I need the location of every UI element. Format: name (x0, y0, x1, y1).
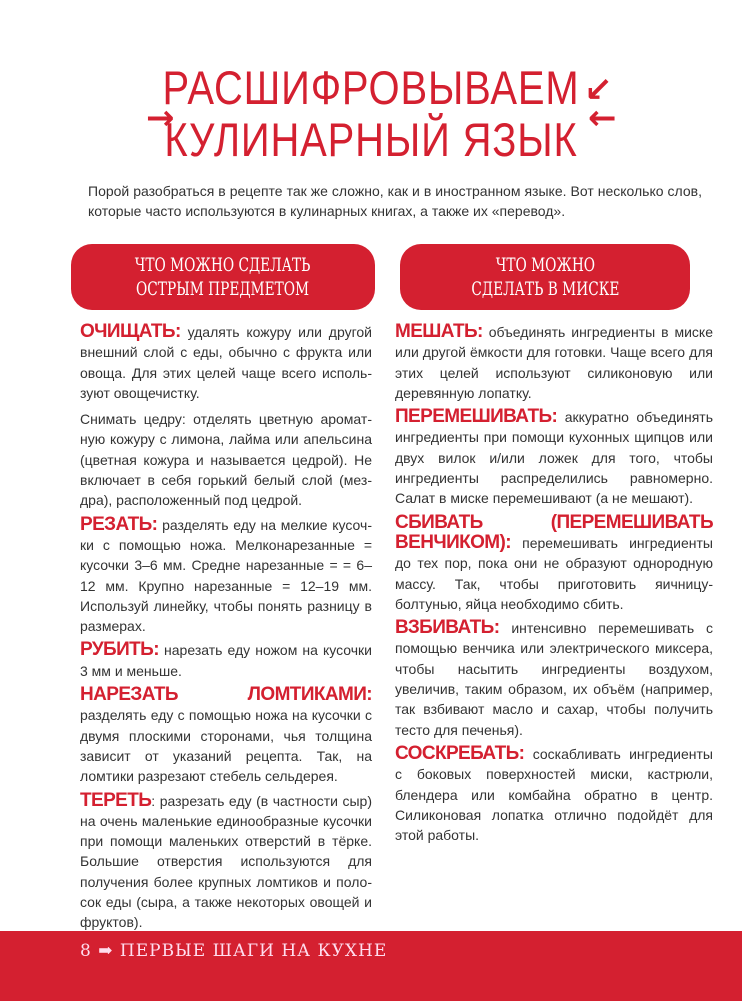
definition: удалять кожуру или другой внешний слой с еды, обычно с фрукта или овоща. Для этих целей чаще всего используют овощечистку. (80, 324, 372, 401)
right-column (395, 322, 713, 849)
banner-line-2: СДЕЛАТЬ В МИСКЕ (471, 278, 619, 300)
definition-entry (80, 791, 372, 933)
arrow-right-icon: → (146, 98, 175, 138)
definition: соскабливать ингредиенты с боковых поверхностей миски, кастрюли, блендера или комбайна обратно в центр. Силиконовая лопатка отлично подойдёт для этой работы. (395, 745, 713, 844)
definition-entry (80, 640, 372, 681)
definition: Снимать цедру: отделять цветную ароматную кожуру с лимона, лайма или апельсина (цветная кожура и называется цедрой). Не включает в себя горький белый слой (мездра), расположенный под цедрой. (80, 411, 372, 509)
definition: перемешивать ингредиенты до тех пор, пока они не образуют однородную массу. Так, чтобы приготовить яичницу-болтунью, яйца необходимо сбить. (395, 534, 713, 612)
definition: разделять еду на мелкие кусочки с помощью ножа. Мелконарезанные = кусочки 3–6 мм. Средне нарезанные = = 6–12 мм. Крупно нарезанные = 12–19 мм. Используй линейку, чтобы понять разницу в размерах. (80, 516, 372, 635)
definition-entry (395, 322, 713, 403)
definition-entry (395, 618, 713, 740)
banner-line-1: ЧТО МОЖНО СДЕЛАТЬ (135, 254, 311, 276)
definition-entry (80, 409, 372, 510)
definition-entry (395, 513, 713, 614)
banner-sharp-tools (74, 247, 372, 307)
definition: аккуратно объединять ингредиенты при помощи кухонных щипцов или двух вилок и/или ложек для того, чтобы ингредиенты распределились равномерно. Салат в миске перемешивают (а не мешают). (395, 409, 714, 507)
term: СОСКРЕБАТЬ: (395, 742, 525, 764)
definition: : разрезать еду (в частности сыр) на очень маленькие единообразные кусочки при помощи маленьких отверстий в тёрке. Большие отверстия используются для получения более крупных ломтиков и полосок еды (сыра, а также некоторых овощей и фруктов). (80, 792, 372, 931)
intro-paragraph: Порой разобраться в рецепте так же сложно, как и в иностранном языке. Вот несколько слов, которые часто используются в кулинарных книгах, а также их «перевод». (88, 183, 702, 219)
arrow-right-icon: ➡ (98, 941, 114, 961)
term: МЕШАТЬ: (395, 321, 483, 342)
arrow-down-left-icon: ↙ (584, 70, 613, 110)
banner-line-2: ОСТРЫМ ПРЕДМЕТОМ (136, 278, 310, 300)
term: ОЧИЩАТЬ: (80, 321, 181, 342)
term: ПЕРЕМЕШИВАТЬ: (395, 406, 558, 428)
footer-band (0, 931, 742, 1001)
definition-entry (80, 685, 372, 786)
banner-bowl (403, 247, 687, 307)
definition: объединять ингредиенты в миске или другой ёмкости для готовки. Чаще всего для этих целей используют силиконовую или деревянную лопатку. (395, 324, 713, 401)
left-column (80, 322, 372, 937)
definition-entry (80, 515, 372, 637)
arrow-left-icon: ← (588, 98, 617, 138)
section-title: ПЕРВЫЕ ШАГИ НА КУХНЕ (119, 941, 388, 961)
term: РУБИТЬ: (80, 639, 159, 661)
definition: нарезать еду ножом на кусочки 3 мм и меньше. (80, 642, 373, 679)
definition: интенсивно перемешивать с помощью венчика или электрического миксера, чтобы насытить ингредиенты воздухом, увеличив, таким образом, их объём (например, так взбивают масло и сахар, чтобы получить тесто для печенья). (395, 620, 714, 738)
definition-entry (80, 322, 372, 403)
title-line-2: КУЛИНАРНЫЙ ЯЗЫК (164, 113, 578, 166)
term: НАРЕЗАТЬ ЛОМТИКАМИ: (80, 684, 372, 706)
definition-entry (395, 407, 713, 508)
banner-line-1: ЧТО МОЖНО (495, 254, 595, 276)
title-line-1: РАСШИФРОВЫВАЕМ (162, 61, 580, 114)
term: РЕЗАТЬ: (80, 513, 158, 535)
term: ТЕРЕТЬ (80, 789, 152, 811)
running-footer (80, 941, 387, 961)
definition-entry (395, 744, 713, 845)
definition: разделять еду с помощью ножа на кусочки с двумя плоскими сторонами, чья толщина зависит от указаний рецепта. Так, на ломтики разрезают стебель сельдерея. (80, 707, 372, 785)
term: ВЗБИВАТЬ: (395, 617, 500, 639)
page-number: 8 (80, 941, 92, 961)
term: СБИВАТЬ (ПЕРЕМЕШИВАТЬ ВЕНЧИКОМ): (395, 511, 713, 553)
